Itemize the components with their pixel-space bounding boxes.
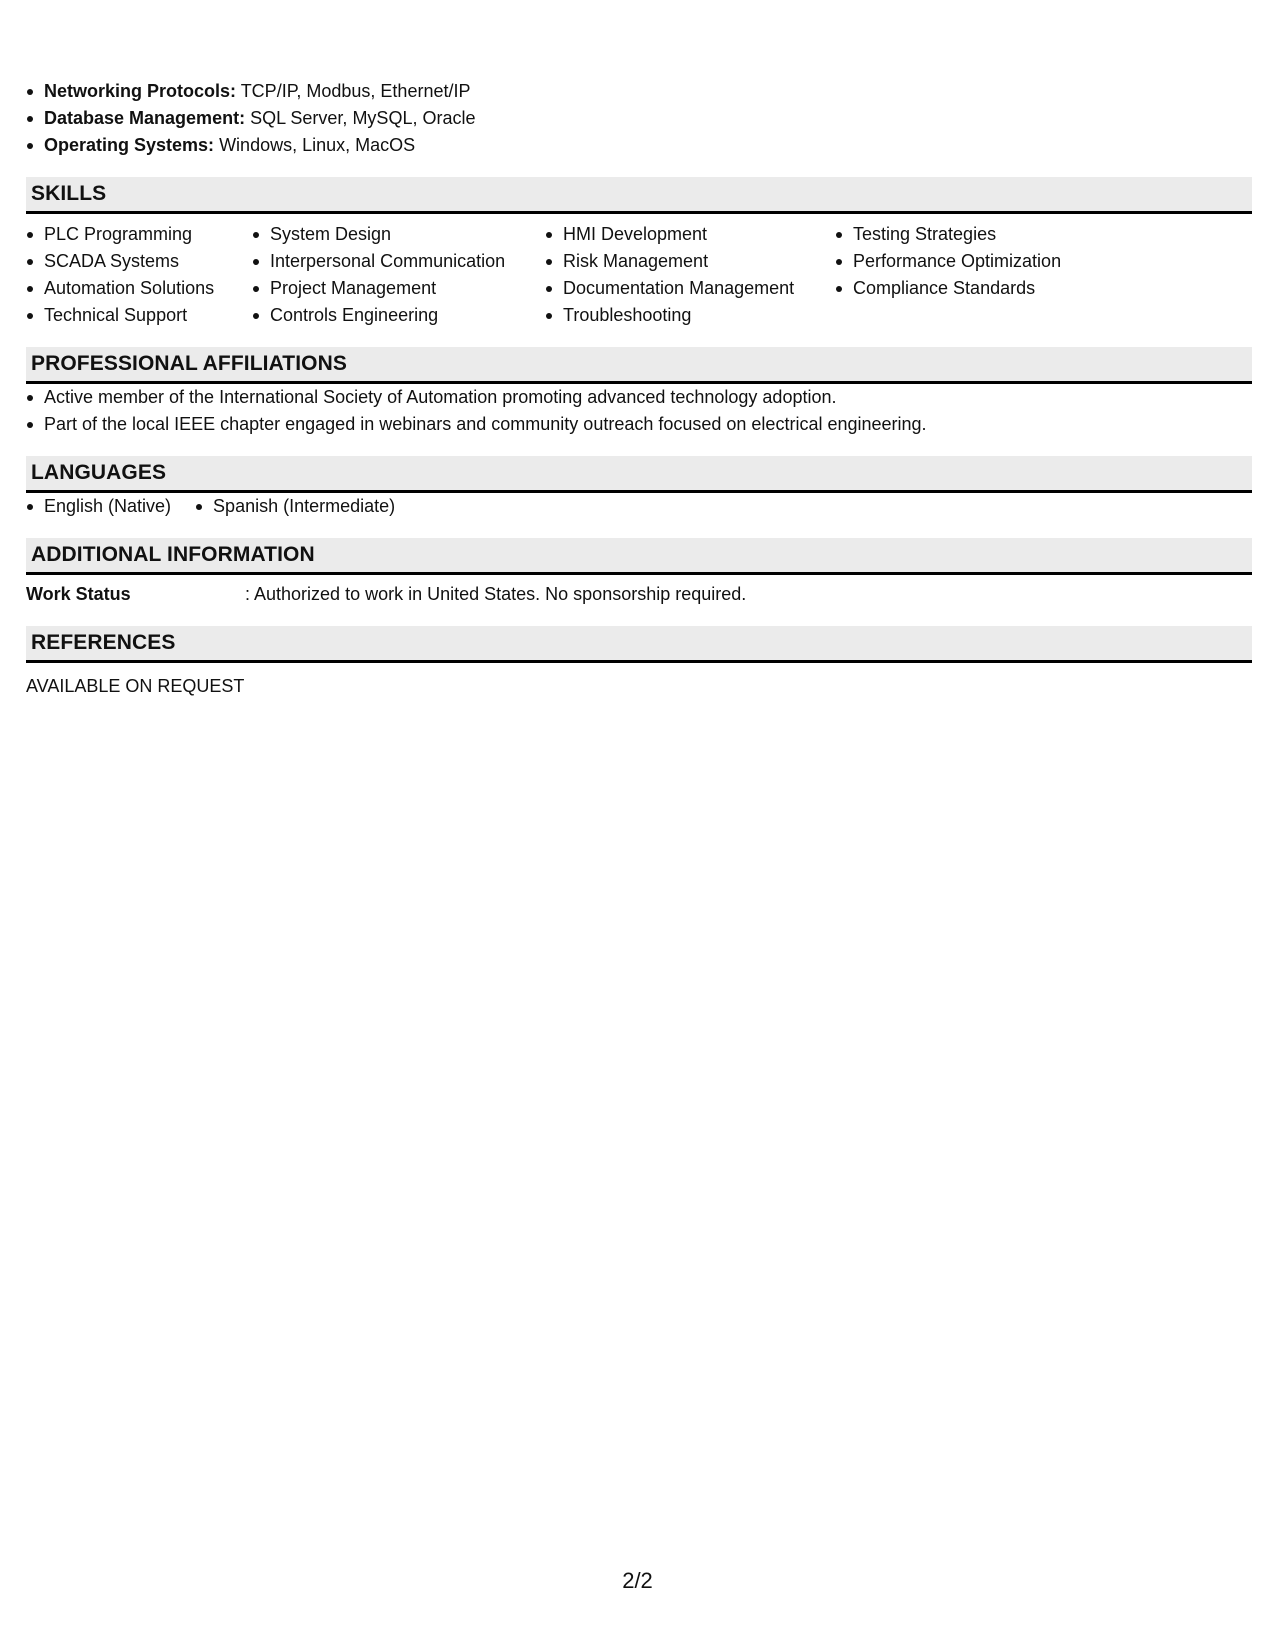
skill-item: Documentation Management xyxy=(545,275,835,302)
tech-label: Networking Protocols: xyxy=(44,81,237,101)
skills-section-header xyxy=(26,177,1252,214)
skill-item: HMI Development xyxy=(545,221,835,248)
skills-column-2 xyxy=(252,221,545,329)
affiliations-list xyxy=(26,384,1252,438)
section-title: REFERENCES xyxy=(31,631,176,654)
skill-item: Project Management xyxy=(252,275,545,302)
language-item: English (Native) xyxy=(26,493,171,520)
section-title: SKILLS xyxy=(31,182,107,205)
affiliation-item: Part of the local IEEE chapter engaged in webinars and community outreach focused on electrical engineering. xyxy=(26,411,1252,438)
skill-item: System Design xyxy=(252,221,545,248)
skill-item: Performance Optimization xyxy=(835,248,1135,275)
tech-value: TCP/IP, Modbus, Ethernet/IP xyxy=(236,81,471,101)
tech-item-database xyxy=(26,105,1252,132)
skills-grid xyxy=(26,221,1252,329)
skill-item: Automation Solutions xyxy=(26,275,252,302)
work-status-row xyxy=(26,581,1252,608)
skill-item: Testing Strategies xyxy=(835,221,1135,248)
skill-item: SCADA Systems xyxy=(26,248,252,275)
work-status-label: Work Status xyxy=(26,584,131,604)
work-status-value: : Authorized to work in United States. No sponsorship required. xyxy=(245,584,747,604)
skill-item: Controls Engineering xyxy=(252,302,545,329)
affiliation-item: Active member of the International Society of Automation promoting advanced technology adoption. xyxy=(26,384,1252,411)
languages-section-header xyxy=(26,456,1252,493)
tech-item-os xyxy=(26,132,1252,159)
section-title: PROFESSIONAL AFFILIATIONS xyxy=(31,352,347,375)
skill-item: Interpersonal Communication xyxy=(252,248,545,275)
resume-page xyxy=(26,78,1252,700)
section-title: ADDITIONAL INFORMATION xyxy=(31,543,315,566)
languages-list xyxy=(26,493,1252,520)
references-section-header xyxy=(26,626,1252,663)
skills-column-3 xyxy=(545,221,835,329)
tech-value: Windows, Linux, MacOS xyxy=(214,135,416,155)
skills-column-4 xyxy=(835,221,1135,329)
skills-column-1 xyxy=(26,221,252,329)
tech-label: Operating Systems: xyxy=(44,135,215,155)
skill-item: Troubleshooting xyxy=(545,302,835,329)
language-item: Spanish (Intermediate) xyxy=(195,493,395,520)
affiliations-section-header xyxy=(26,347,1252,384)
tech-item-networking xyxy=(26,78,1252,105)
skill-item: Compliance Standards xyxy=(835,275,1135,302)
skill-item: Risk Management xyxy=(545,248,835,275)
tech-label: Database Management: xyxy=(44,108,246,128)
page-number: 2/2 xyxy=(622,1568,653,1593)
tech-value: SQL Server, MySQL, Oracle xyxy=(245,108,476,128)
skill-item: PLC Programming xyxy=(26,221,252,248)
skill-item: Technical Support xyxy=(26,302,252,329)
references-text: AVAILABLE ON REQUEST xyxy=(26,676,245,696)
section-title: LANGUAGES xyxy=(31,461,167,484)
additional-info-section-header xyxy=(26,538,1252,575)
technical-skills-list xyxy=(26,78,1252,159)
